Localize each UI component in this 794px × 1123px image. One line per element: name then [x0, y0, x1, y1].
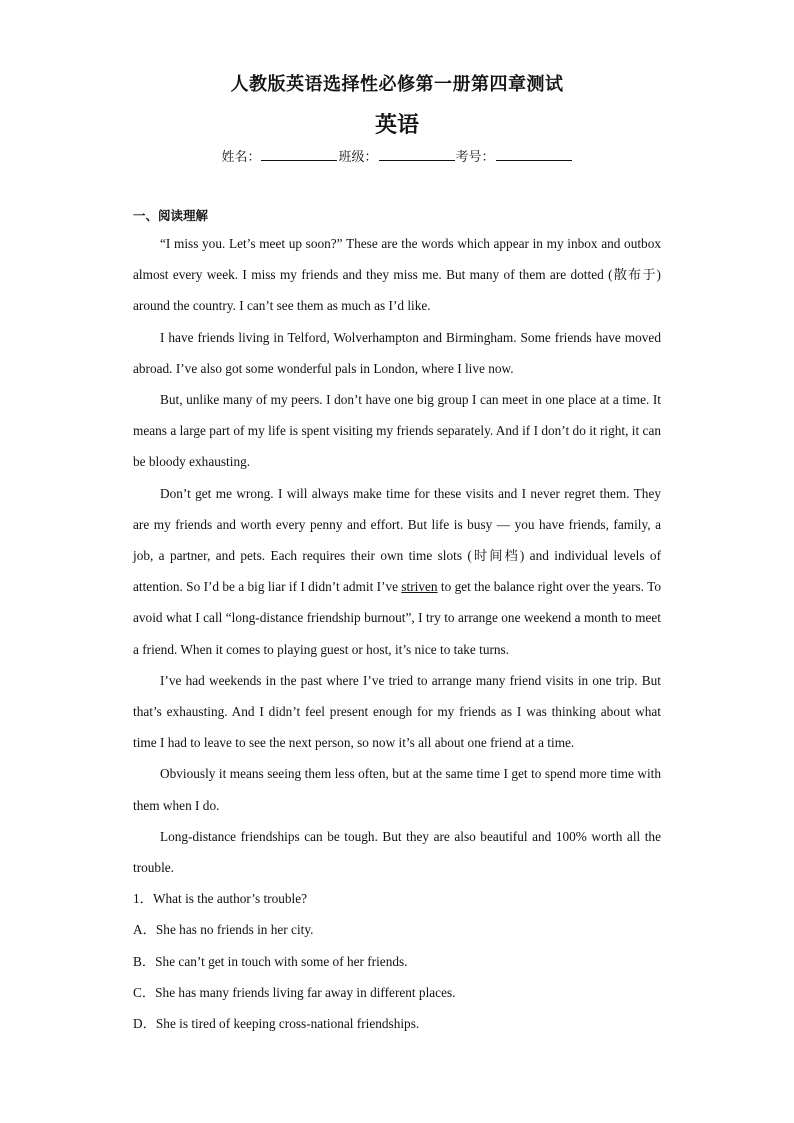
paragraph-7: Long-distance friendships can be tough. But they are also beautiful and 100% worth all the trouble.	[133, 828, 661, 876]
paragraph-3: But, unlike many of my peers. I don’t have one big group I can meet in one place at a time. It means a large part of my life is spent visiting my friends separately. And if I don’t do it right, it can be bloody exhausting.	[133, 392, 661, 470]
number-blank[interactable]	[496, 148, 572, 161]
document-title: 人教版英语选择性必修第一册第四章测试	[230, 74, 564, 95]
paragraph-4-text-b: to get the balance right over the years. To avoid what I call “long-distance friendship burnout”, I try to arrange one weekend a month to meet a friend. When it comes to playing guest or host, it’s nice to take turns.	[133, 579, 661, 657]
section-heading: 一、阅读理解	[133, 208, 209, 223]
question-1-stem: 1．What is the author’s trouble?	[133, 891, 308, 907]
student-info-line	[0, 146, 794, 165]
paragraph-2: I have friends living in Telford, Wolverhampton and Birmingham. Some friends have moved abroad. I’ve also got some wonderful pals in London, where I live now.	[133, 329, 661, 376]
paragraph-5: I’ve had weekends in the past where I’ve tried to arrange many friend visits in one trip. But that’s exhausting. And I didn’t feel present enough for my friends as I was thinking about what time I had to leave to see the next person, so now it’s all about one friend at a time.	[133, 672, 661, 751]
question-1-option-d[interactable]: D．She is tired of keeping cross-national friendships.	[133, 1016, 420, 1032]
subject-title: 英语	[374, 113, 419, 138]
reading-passage	[133, 228, 661, 1039]
name-label: 姓名：	[221, 150, 261, 165]
paragraph-4	[133, 478, 661, 665]
class-label: 班级：	[338, 150, 378, 165]
underlined-word: striven	[401, 579, 438, 595]
question-1-option-b[interactable]: B．She can’t get in touch with some of her friends.	[133, 953, 408, 969]
question-1-option-c[interactable]: C．She has many friends living far away in different places.	[133, 984, 456, 1000]
paragraph-4-text-a: Don’t get me wrong. I will always make time for these visits and I never regret them. They are my friends and worth every penny and effort. But life is busy — you have friends, family, a job, a partner, and pets. Each requires their own time slots (时间档) and individual levels of attention. So I’d be a big liar if I didn’t admit I’ve	[133, 485, 661, 595]
number-label: 考号：	[455, 150, 495, 165]
paragraph-6: Obviously it means seeing them less often, but at the same time I get to spend more time with them when I do.	[133, 766, 661, 813]
class-blank[interactable]	[379, 148, 455, 161]
question-1-option-a[interactable]: A．She has no friends in her city.	[133, 922, 314, 938]
paragraph-1: “I miss you. Let’s meet up soon?” These are the words which appear in my inbox and outbox almost every week. I miss my friends and they miss me. But many of them are dotted (散布于) around the country. I can’t see them as much as I’d like.	[133, 236, 661, 314]
name-blank[interactable]	[261, 148, 337, 161]
